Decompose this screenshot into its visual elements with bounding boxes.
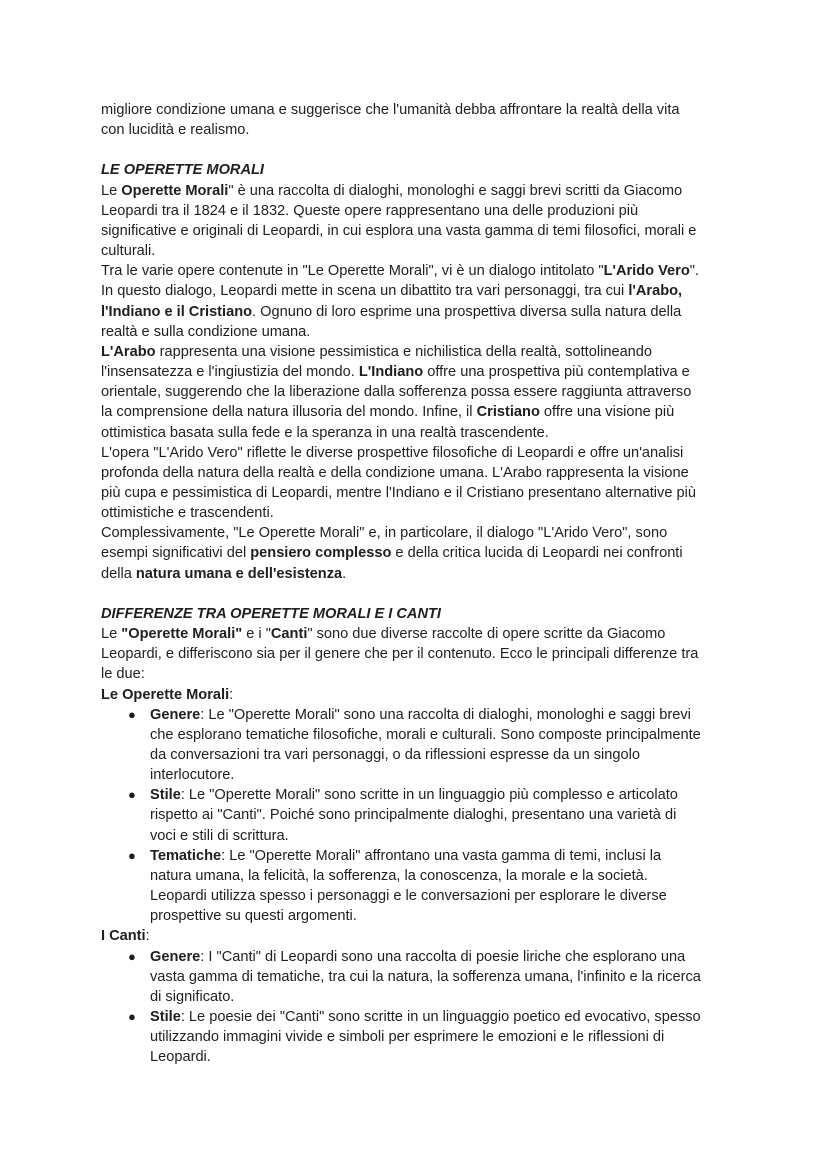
text-run: ". — [689, 263, 699, 280]
text-line — [101, 443, 741, 463]
text-run: le due: — [101, 666, 145, 683]
text-run: Complessivamente, "Le Operette Morali" e, in particolare, il dialogo "L'Arido Vero", sono — [101, 525, 668, 542]
text-run: offre una prospettiva più contemplativa e — [423, 364, 690, 381]
text-run: di significato. — [150, 988, 235, 1005]
bold-text: Canti — [270, 626, 308, 643]
bold-text: L'Arabo — [101, 343, 156, 360]
text-line — [101, 342, 741, 362]
text-line — [101, 503, 741, 523]
text-line — [101, 543, 741, 563]
text-run: In questo dialogo, Leopardi mette in scena un dibattito tra vari personaggi, tra cui — [101, 283, 629, 300]
text-run: Leopardi. — [150, 1049, 211, 1066]
text-line — [101, 221, 741, 241]
bullet-icon: ● — [128, 1009, 136, 1025]
text-line — [101, 685, 741, 705]
bold-text: natura umana e dell'esistenza — [135, 565, 343, 582]
text-line — [101, 261, 741, 281]
bold-text: Tematiche — [150, 847, 222, 864]
document-page — [101, 100, 741, 1068]
text-run: rappresenta una visione pessimistica e nichilistica della realtà, sottolineando — [155, 343, 653, 360]
text-line — [101, 624, 741, 644]
bold-text: Stile — [150, 1009, 181, 1026]
text-run: e i " — [242, 626, 271, 643]
text-run: " sono due diverse raccolte di opere scritte da Giacomo — [307, 626, 666, 643]
bold-text: Genere — [150, 948, 201, 965]
text-run: Leopardi, e differiscono sia per il genere che per il contenuto. Ecco le principali differenze tra — [101, 646, 699, 663]
text-run: offre una visione più — [539, 404, 675, 421]
text-run: vasta gamma di tematiche, tra cui la natura, la sofferenza umana, l'infinito e la ricerca — [150, 968, 701, 985]
text-line — [101, 463, 741, 483]
text-run: l'insensatezza e l'ingiustizia del mondo. — [101, 364, 359, 381]
text-run: che esplorano tematiche filosofiche, morali e culturali. Sono composte principalmente — [150, 726, 701, 743]
heading-text: LE OPERETTE MORALI — [101, 162, 264, 179]
text-line — [101, 826, 741, 846]
section-heading — [101, 604, 741, 624]
text-run: L'opera "L'Arido Vero" riflette le diverse prospettive filosofiche di Leopardi e offre un'analisi — [101, 444, 684, 461]
text-run: Leopardi utilizza spesso i personaggi e le conversazioni per esplorare le diverse — [150, 888, 667, 905]
list-item — [101, 705, 741, 725]
text-run: . Ognuno di loro esprime una prospettiva diversa sulla natura della — [252, 303, 682, 320]
bullet-icon: ● — [128, 847, 136, 863]
text-run: : Le poesie dei "Canti" sono scritte in un linguaggio poetico ed evocativo, spesso — [180, 1009, 701, 1026]
text-run: Tra le varie opere contenute in "Le Operette Morali", vi è un dialogo intitolato " — [101, 263, 604, 280]
text-run: migliore condizione umana e suggerisce che l'umanità debba affrontare la realtà della vita — [101, 102, 680, 118]
bold-text: Cristiano — [476, 404, 540, 421]
text-run: Le — [101, 182, 122, 199]
text-line — [101, 926, 741, 946]
bold-text: L'Arido Vero — [603, 263, 690, 280]
text-line — [101, 382, 741, 402]
bullet-icon: ● — [128, 787, 136, 803]
text-line — [101, 483, 741, 503]
text-run: da conversazioni tra vari personaggi, o da riflessioni espresse da un singolo — [150, 747, 640, 763]
bold-text: "Operette Morali" — [121, 626, 243, 643]
text-run: " è una raccolta di dialoghi, monologhi e saggi brevi scritti da Giacomo — [228, 182, 683, 199]
text-run: : Le "Operette Morali" sono una raccolta di dialoghi, monologhi e saggi brevi — [200, 706, 691, 723]
text-line — [101, 906, 741, 926]
bold-text: Stile — [150, 787, 181, 804]
text-line — [101, 765, 741, 785]
text-run: più cupa e pessimistica di Leopardi, mentre l'Indiano e il Cristiano presentano alternative più — [101, 484, 696, 501]
text-run: ottimistiche e trascendenti. — [101, 505, 274, 522]
text-run: . — [342, 565, 347, 582]
bold-text: pensiero complesso — [250, 545, 392, 562]
text-line — [101, 201, 741, 221]
text-run: Leopardi tra il 1824 e il 1832. Queste opere rappresentano una delle produzioni più — [101, 202, 639, 219]
text-line — [101, 866, 741, 886]
blank-line — [101, 584, 741, 604]
text-line — [101, 181, 741, 201]
text-line — [101, 322, 741, 342]
text-line — [101, 402, 741, 422]
list-item — [101, 785, 741, 805]
text-run: voci e stili di scrittura. — [150, 827, 289, 844]
text-line — [101, 302, 741, 322]
text-run: culturali. — [101, 243, 156, 260]
bold-text: Genere — [150, 706, 201, 723]
text-line — [101, 1047, 741, 1067]
text-run: e della critica lucida di Leopardi nei confronti — [391, 545, 683, 562]
text-run: Le — [101, 626, 122, 643]
text-line — [101, 664, 741, 684]
text-run: prospettive su questi argomenti. — [150, 908, 357, 925]
text-run: realtà e sulla condizione umana. — [101, 323, 311, 340]
text-run: : — [229, 686, 234, 703]
text-line — [101, 362, 741, 382]
text-run: significative e originali di Leopardi, in cui esplora una vasta gamma di temi filosofici, morali e — [101, 222, 697, 239]
text-line — [101, 523, 741, 543]
text-run: con lucidità e realismo. — [101, 122, 250, 139]
text-line — [101, 423, 741, 443]
text-line — [101, 120, 741, 140]
text-run: : Le "Operette Morali" sono scritte in un linguaggio più complesso e articolato — [180, 787, 678, 804]
bold-text: l'Arabo, — [628, 283, 683, 300]
text-run: : I "Canti" di Leopardi sono una raccolta di poesie liriche che esplorano una — [200, 948, 686, 965]
text-line — [101, 281, 741, 301]
text-line — [101, 644, 741, 664]
text-line — [101, 241, 741, 261]
text-run: esempi significativi del — [101, 545, 251, 562]
heading-text: DIFFERENZE TRA OPERETTE MORALI E I CANTI — [101, 605, 441, 622]
text-run: rispetto ai "Canti". Poiché sono principalmente dialoghi, presentano una varietà di — [150, 807, 677, 824]
text-line — [101, 805, 741, 825]
text-run: la comprensione della natura illusoria del mondo. Infine, il — [101, 404, 477, 421]
text-run: natura umana, la felicità, la sofferenza, la conoscenza, la morale e la società. — [150, 867, 648, 884]
text-line — [101, 987, 741, 1007]
text-line — [101, 886, 741, 906]
text-run: interlocutore. — [150, 767, 235, 784]
bullet-icon: ● — [128, 948, 136, 964]
section-heading — [101, 160, 741, 180]
list-item — [101, 947, 741, 967]
text-line — [101, 725, 741, 745]
text-line — [101, 967, 741, 987]
list-item — [101, 846, 741, 866]
text-run: : — [145, 928, 150, 945]
text-run: della — [101, 565, 136, 582]
bold-text: Le Operette Morali — [101, 686, 230, 703]
text-run: ottimistica basata sulla fede e la speranza in una realtà trascendente. — [101, 424, 549, 441]
text-run: utilizzando immagini vivide e simboli per esprimere le emozioni e le riflessioni di — [150, 1029, 665, 1046]
bold-text: Operette Morali — [121, 182, 229, 199]
list-item — [101, 1007, 741, 1027]
text-line — [101, 1027, 741, 1047]
bold-text: I Canti — [101, 928, 146, 945]
bold-text: L'Indiano — [358, 364, 424, 381]
text-run: orientale, suggerendo che la liberazione dalla sofferenza possa essere raggiunta attraverso — [101, 384, 692, 401]
text-line — [101, 564, 741, 584]
blank-line — [101, 140, 741, 160]
text-line — [101, 745, 741, 765]
text-line — [101, 100, 741, 120]
bold-text: l'Indiano e il Cristiano — [101, 303, 253, 320]
text-run: : Le "Operette Morali" affrontano una vasta gamma di temi, inclusi la — [221, 847, 662, 864]
bullet-icon: ● — [128, 706, 136, 722]
text-run: profonda della natura della realtà e della condizione umana. L'Arabo rappresenta la visione — [101, 464, 689, 481]
